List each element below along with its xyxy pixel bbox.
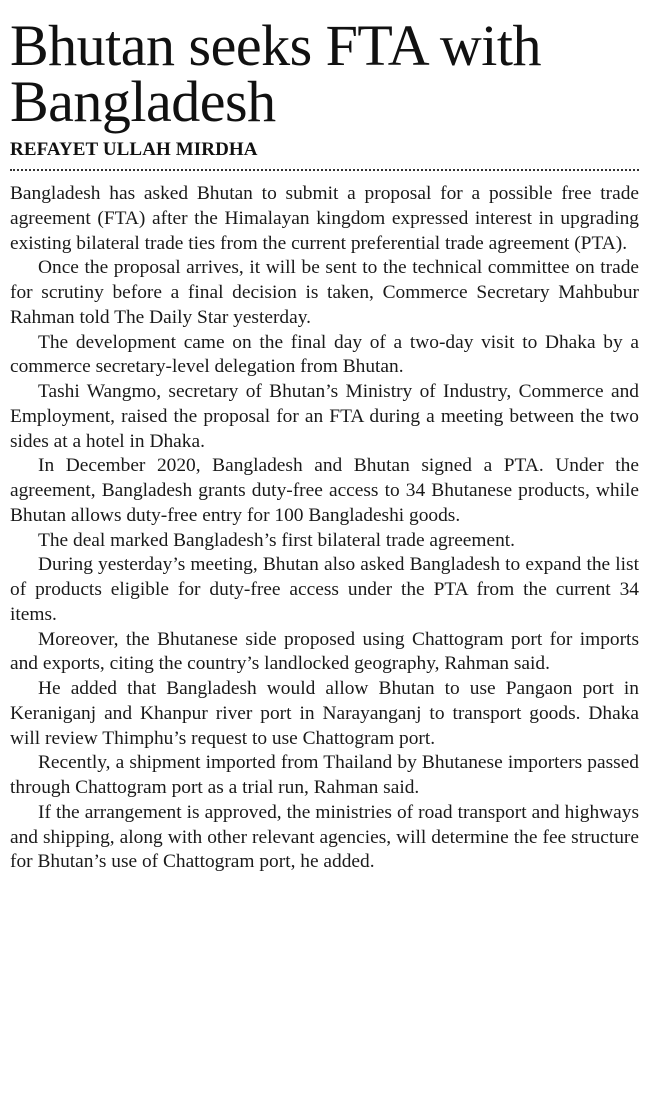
paragraph: He added that Bangladesh would allow Bhutan to use Pangaon port in Keraniganj and Khanpur river port in Narayanganj to transport goods. Dhaka will review Thimphu’s request to use Chattogram port.: [10, 678, 639, 749]
paragraph: Moreover, the Bhutanese side proposed using Chattogram port for imports and exports, citing the country’s landlocked geography, Rahman said.: [10, 628, 639, 675]
news-article: [10, 0, 639, 875]
paragraph: During yesterday’s meeting, Bhutan also asked Bangladesh to expand the list of products eligible for duty-free access under the PTA from the current 34 items.: [10, 554, 639, 625]
paragraph: The development came on the final day of a two-day visit to Dhaka by a commerce secretary-level delegation from Bhutan.: [10, 331, 639, 378]
paragraph: Tashi Wangmo, secretary of Bhutan’s Ministry of Industry, Commerce and Employment, raised the proposal for an FTA during a meeting between the two sides at a hotel in Dhaka.: [10, 381, 639, 452]
paragraph: Recently, a shipment imported from Thailand by Bhutanese importers passed through Chattogram port as a trial run, Rahman said.: [10, 752, 639, 798]
headline: Bhutan seeks FTA with Bangladesh: [10, 13, 542, 134]
article-body: [10, 182, 639, 875]
paragraph: Once the proposal arrives, it will be sent to the technical committee on trade for scrutiny before a final decision is taken, Commerce Secretary Mahbubur Rahman told The Daily Star yesterday.: [10, 257, 639, 328]
paragraph: The deal marked Bangladesh’s first bilateral trade agreement.: [38, 529, 516, 551]
paragraph: If the arrangement is approved, the ministries of road transport and highways and shipping, along with other relevant agencies, will determine the fee structure for Bhutan’s use of Chattogram port, he added.: [10, 801, 639, 873]
paragraph: Bangladesh has asked Bhutan to submit a proposal for a possible free trade agreement (FTA) after the Himalayan kingdom expressed interest in upgrading existing bilateral trade ties from the current preferential trade agreement (PTA).: [10, 183, 639, 254]
dotted-divider: [10, 169, 639, 171]
byline: REFAYET ULLAH MIRDHA: [10, 139, 258, 160]
paragraph: In December 2020, Bangladesh and Bhutan signed a PTA. Under the agreement, Bangladesh grants duty-free access to 34 Bhutanese products, while Bhutan allows duty-free entry for 100 Bangladeshi goods.: [10, 455, 639, 526]
